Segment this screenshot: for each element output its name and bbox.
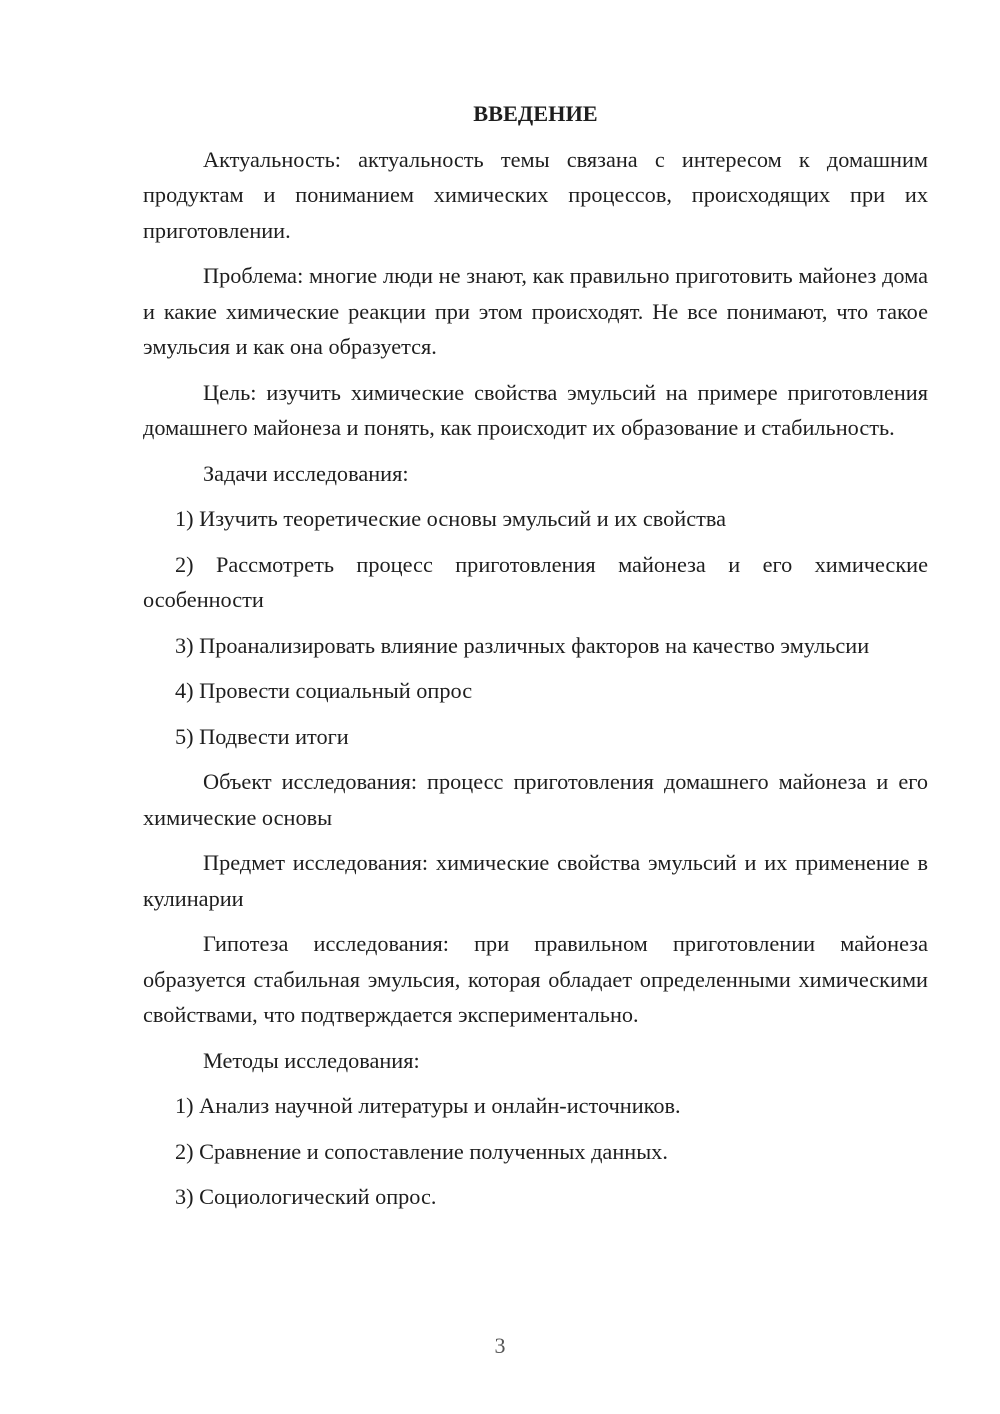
- task-item: 4) Провести социальный опрос: [175, 678, 473, 703]
- section-title: ВВЕДЕНИЕ: [473, 101, 598, 126]
- method-item: 3) Социологический опрос.: [175, 1184, 437, 1209]
- task-item: 5) Подвести итоги: [175, 723, 349, 749]
- hypothesis-paragraph: Гипотеза исследования: при правильном приготовлении майонеза образуется стабильная эмульсия, которая обладает определенными химическими свойствами, что подтверждается экспериментально.: [143, 931, 928, 1027]
- tasks-heading: Задачи исследования:: [203, 460, 409, 486]
- method-item: 2) Сравнение и сопоставление полученных данных.: [175, 1138, 668, 1164]
- goal-paragraph: Цель: изучить химические свойства эмульсий на примере приготовления домашнего майонеза и понять, как происходит их образование и стабильность.: [143, 379, 928, 440]
- relevance-paragraph: Актуальность: актуальность темы связана с интересом к домашним продуктам и пониманием химических процессов, происходящих при их приготовлении.: [143, 146, 928, 243]
- object-paragraph: Объект исследования: процесс приготовления домашнего майонеза и его химические основы: [143, 769, 928, 830]
- subject-paragraph: Предмет исследования: химические свойства эмульсий и их применение в кулинарии: [143, 850, 928, 911]
- task-item: 3) Проанализировать влияние различных факторов на качество эмульсии: [175, 632, 870, 658]
- problem-paragraph: Проблема: многие люди не знают, как правильно приготовить майонез дома и какие химические реакции при этом происходят. Не все понимают, что такое эмульсия и как она образуется.: [143, 263, 928, 359]
- task-item: 1) Изучить теоретические основы эмульсий и их свойства: [175, 506, 727, 531]
- methods-heading: Методы исследования:: [203, 1047, 420, 1073]
- page-number: 3: [494, 1333, 506, 1358]
- task-item: 2) Рассмотреть процесс приготовления майонеза и его химические особенности: [143, 551, 928, 612]
- method-item: 1) Анализ научной литературы и онлайн-источников.: [175, 1093, 681, 1118]
- page-content: [143, 96, 928, 1225]
